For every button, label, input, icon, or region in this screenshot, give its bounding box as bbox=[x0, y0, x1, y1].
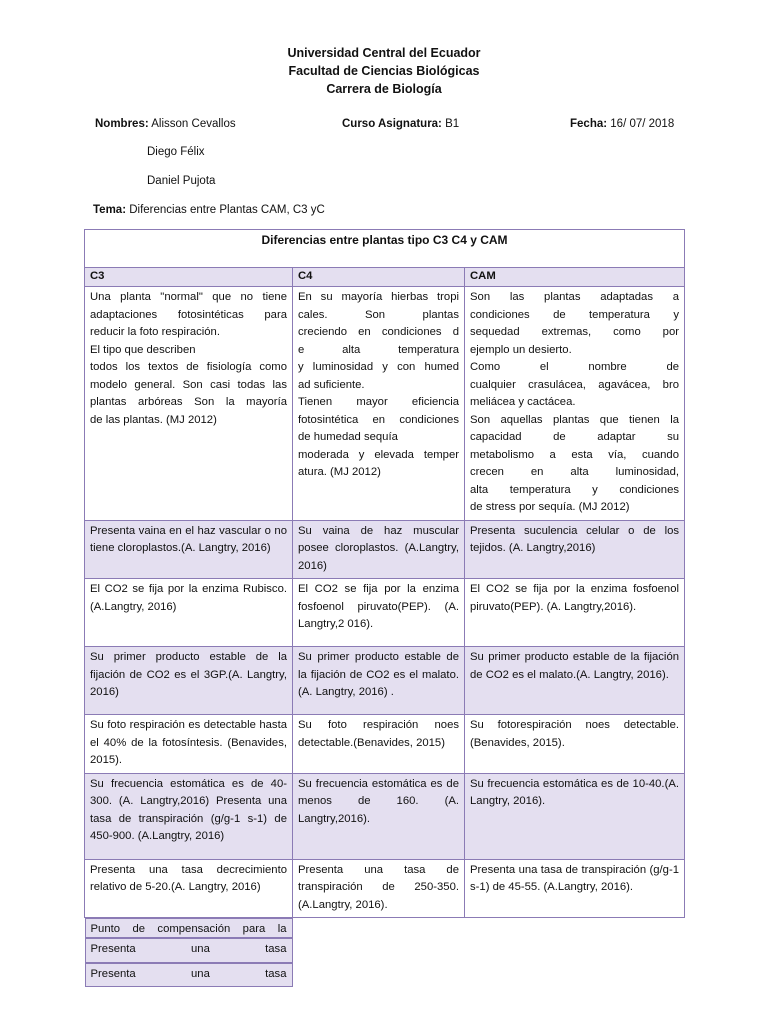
text-line: reducir la foto respiración. bbox=[90, 326, 220, 338]
table-row bbox=[85, 647, 685, 715]
fecha-label: Fecha: bbox=[570, 118, 608, 130]
header-cam: CAM bbox=[465, 268, 685, 287]
cell-cam: Presenta una tasa de transpiración (g/g-1 s-1) de 45-55. (A.Langtry, 2016). bbox=[465, 859, 685, 918]
table-row bbox=[85, 579, 685, 647]
cell-cam: Su fotorespiración noes detectable. (Benavides, 2015). bbox=[465, 715, 685, 774]
text-line: plantas arbóreas Son la mayoría bbox=[90, 396, 287, 408]
text-line: metabolismo a esta vía, cuando bbox=[470, 448, 680, 461]
cell-c3: Punto de compensación para la bbox=[85, 918, 293, 938]
table-title-row bbox=[85, 230, 685, 268]
cell-c4: Presenta una tasa de transpiración de 250-350. (A.Langtry, 2016). bbox=[293, 859, 465, 918]
table-row bbox=[85, 773, 685, 859]
header-c3: C3 bbox=[85, 268, 293, 287]
cell-c3: Su primer producto estable de la fijación de CO2 es el 3GP.(A. Langtry, 2016) bbox=[85, 647, 293, 715]
text-line: capacidad de adaptar su bbox=[470, 431, 680, 443]
cell-c4: Su vaina de haz muscular posee cloroplastos. (A.Langtry, 2016) bbox=[293, 520, 465, 579]
text-line: ad suficiente. bbox=[298, 378, 365, 391]
nombres-label: Nombres: bbox=[95, 118, 149, 130]
cell-c4: Presenta una tasa bbox=[85, 938, 293, 963]
nombre-3: Daniel Pujota bbox=[147, 175, 216, 187]
curso-value: B1 bbox=[445, 118, 460, 130]
tema-value: Diferencias entre Plantas CAM, C3 yC bbox=[129, 204, 325, 216]
table-row bbox=[85, 918, 685, 988]
comparison-table bbox=[84, 229, 685, 987]
cell-c4: Su foto respiración noes detectable.(Benavides, 2015) bbox=[293, 715, 465, 774]
cell-c3-description bbox=[85, 287, 293, 521]
text-line: modelo general. Son casi todas las bbox=[90, 378, 287, 391]
text-line: Como el nombre de bbox=[470, 361, 680, 373]
text-line: alta temperatura y condiciones bbox=[470, 483, 680, 496]
text-line: El tipo que describen bbox=[90, 343, 196, 356]
text-line: de las plantas. (MJ 2012) bbox=[90, 413, 217, 426]
text-line: crecen en alta luminosidad, bbox=[470, 466, 680, 478]
text-line: moderada y elevada temper bbox=[298, 448, 459, 461]
cell-c3: El CO2 se fija por la enzima Rubisco. (A.Langtry, 2016) bbox=[85, 579, 293, 647]
table-row bbox=[85, 715, 685, 774]
text-line: Son aquellas plantas que tienen la bbox=[470, 413, 680, 426]
text-line: Una planta "normal" que no tiene bbox=[90, 291, 287, 303]
text-line: meliácea y cactácea. bbox=[470, 396, 576, 408]
table-header-row bbox=[85, 268, 685, 287]
text-line: cualquier crasulácea, agavácea, bro bbox=[470, 378, 680, 391]
table-title: Diferencias entre plantas tipo C3 C4 y CAM bbox=[85, 230, 685, 268]
table-row bbox=[85, 859, 685, 918]
fecha-value: 16/ 07/ 2018 bbox=[610, 118, 675, 130]
text-line: adaptaciones fotosintéticas para bbox=[90, 308, 287, 321]
text-line: de stress por sequía. (MJ 2012) bbox=[470, 501, 630, 513]
tema-label: Tema: bbox=[93, 204, 127, 216]
header-c4: C4 bbox=[293, 268, 465, 287]
cell-cam: Su frecuencia estomática es de 10-40.(A. Langtry, 2016). bbox=[465, 773, 685, 859]
text-line: atura. (MJ 2012) bbox=[298, 466, 381, 478]
curso-line bbox=[342, 117, 459, 131]
curso-label: Curso Asignatura: bbox=[342, 118, 442, 130]
cell-c3: Presenta una tasa decrecimiento relativo de 5-20.(A. Langtry, 2016) bbox=[85, 859, 293, 918]
text-line: y luminosidad y con humed bbox=[298, 361, 459, 373]
cell-c4: Su primer producto estable de la fijación de CO2 es el malato.(A. Langtry, 2016) . bbox=[293, 647, 465, 715]
cell-cam: Su primer producto estable de la fijación de CO2 es el malato.(A. Langtry, 2016). bbox=[465, 647, 685, 715]
fecha-line bbox=[570, 117, 674, 131]
table-row bbox=[85, 287, 685, 521]
cell-c4: Su frecuencia estomática es de menos de 160. (A. Langtry,2016). bbox=[293, 773, 465, 859]
cell-cam: El CO2 se fija por la enzima fosfoenol piruvato(PEP). (A. Langtry,2016). bbox=[465, 579, 685, 647]
text-line: condiciones de temperatura y bbox=[470, 308, 680, 321]
text-line: ejemplo un desierto. bbox=[470, 343, 572, 356]
cell-c3: Su frecuencia estomática es de 40-300. (A. Langtry,2016) Presenta una tasa de transpiración (g/g-1 s-1) de 450-900. (A.Langtry, 2016) bbox=[85, 773, 293, 859]
text-line: En su mayoría hierbas tropi bbox=[298, 291, 459, 303]
nombre-2: Diego Félix bbox=[147, 146, 205, 158]
cell-cam: Presenta una tasa bbox=[85, 963, 293, 988]
document-header bbox=[0, 44, 768, 98]
table-row bbox=[85, 520, 685, 579]
nombres-line bbox=[95, 117, 236, 131]
cell-cam: Presenta suculencia celular o de los tejidos. (A. Langtry,2016) bbox=[465, 520, 685, 579]
nombre-1: Alisson Cevallos bbox=[151, 118, 236, 130]
cell-cam-description bbox=[465, 287, 685, 521]
faculty-name: Facultad de Ciencias Biológicas bbox=[288, 64, 480, 78]
text-line: e alta temperatura bbox=[298, 343, 459, 356]
text-line: Son las plantas adaptadas a bbox=[470, 291, 680, 303]
cell-c3: Su foto respiración es detectable hasta el 40% de la fotosíntesis. (Benavides, 2015). bbox=[85, 715, 293, 774]
career-name: Carrera de Biología bbox=[326, 82, 442, 96]
cell-c4-description bbox=[293, 287, 465, 521]
text-line: cales. Son plantas bbox=[298, 308, 459, 321]
text-line: creciendo en condiciones d bbox=[298, 326, 459, 338]
text-line: todos los textos de fisiología como bbox=[90, 361, 287, 373]
text-line: Tienen mayor eficiencia bbox=[298, 396, 459, 408]
text-line: de humedad sequía bbox=[298, 431, 398, 443]
text-line: fotosintética en condiciones bbox=[298, 413, 459, 426]
cell-c3: Presenta vaina en el haz vascular o no tiene cloroplastos.(A. Langtry, 2016) bbox=[85, 520, 293, 579]
text-line: sequedad extremas, como por bbox=[470, 326, 680, 338]
cell-c4: El CO2 se fija por la enzima fosfoenol piruvato(PEP). (A. Langtry,2 016). bbox=[293, 579, 465, 647]
tema-line bbox=[93, 203, 325, 217]
university-name: Universidad Central del Ecuador bbox=[287, 46, 481, 60]
